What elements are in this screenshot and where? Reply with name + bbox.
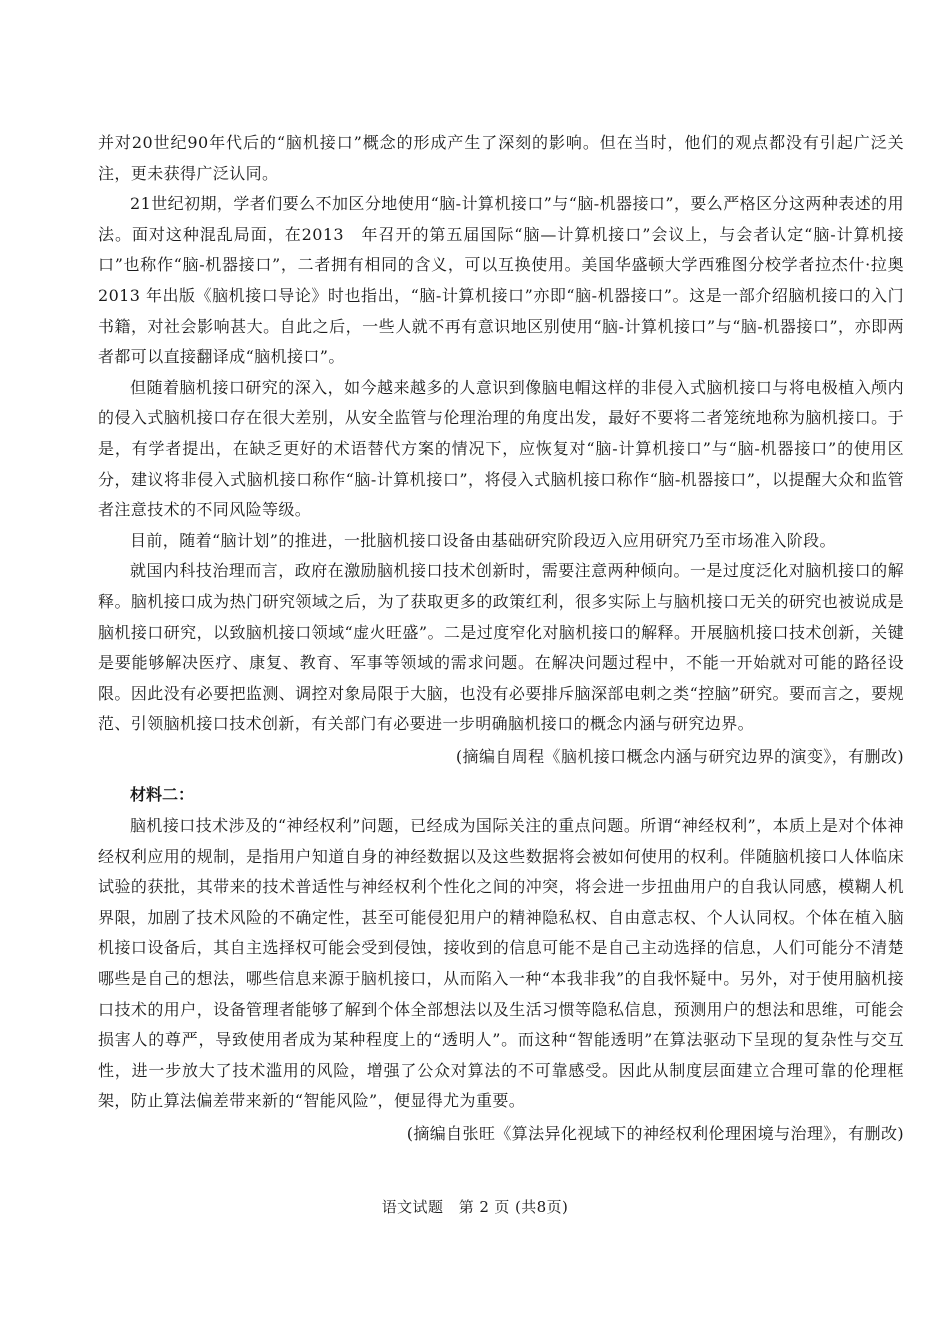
paragraph-governance: 就国内科技治理而言，政府在激励脑机接口技术创新时，需要注意两种倾向。一是过度泛化对脑机接口的解释。脑机接口成为热门研究领域之后，为了获取更多的政策红利，很多实际上与脑机接口无关的研究也被说成是脑机接口研究，以致脑机接口领域“虚火旺盛”。二是过度窄化对脑机接口的解释。开展脑机接口技术创新，关键是要能够解决医疗、康复、教育、军事等领域的需求问题。在解决问题过程中，不能一开始就对可能的路径设限。因此没有必要把监测、调控对象局限于大脑，也没有必要排斥脑深部电刺之类“控脑”研究。要而言之，要规范、引领脑机接口技术创新，有关部门有必要进一步明确脑机接口的概念内涵与研究边界。 [98, 561, 904, 734]
source-citation-1: (摘编自周程《脑机接口概念内涵与研究边界的演变》，有删改) [455, 746, 904, 766]
paragraph-distinction: 但随着脑机接口研究的深入，如今越来越多的人意识到像脑电帽这样的非侵入式脑机接口与将电极植入颅内的侵入式脑机接口存在很大差别，从安全监管与伦理治理的角度出发，最好不要将二者笼统地称为脑机接口。于是，有学者提出，在缺乏更好的术语替代方案的情况下，应恢复对“脑-计算机接口”与“脑-机器接口”的使用区分，建议将非侵入式脑机接口称作“脑-计算机接口”，将侵入式脑机接口称作“脑-机器接口”，以提醒大众和监管者注意技术的不同风险等级。 [98, 377, 904, 520]
section-heading-material-2: 材料二： [130, 785, 195, 805]
paragraph-neuro-rights: 脑机接口技术涉及的“神经权利”问题，已经成为国际关注的重点问题。所谓“神经权利”，本质上是对个体神经权利应用的规制，是指用户知道自身的神经数据以及这些数据将会被如何使用的权利。伴随脑机接口人体临床试验的获批，其带来的技术普适性与神经权利个性化之间的冲突，将会进一步扭曲用户的自我认同感，模糊人机界限，加剧了技术风险的不确定性，甚至可能侵犯用户的精神隐私权、自由意志权、个人认同权。个体在植入脑机接口设备后，其自主选择权可能会受到侵蚀，接收到的信息可能不是自己主动选择的信息，人们可能分不清楚哪些是自己的想法，哪些信息来源于脑机接口，从而陷入一种“本我非我”的自我怀疑中。另外，对于使用脑机接口技术的用户，设备管理者能够了解到个体全部想法以及生活习惯等隐私信息，预测用户的想法和思维，可能会损害人的尊严，导致使用者成为某种程度上的“透明人”。而这种“智能透明”在算法驱动下呈现的复杂性与交互性，进一步放大了技术滥用的风险，增强了公众对算法的不可靠感受。因此从制度层面建立合理可靠的伦理框架，防止算法偏差带来新的“智能风险”，便显得尤为重要。 [98, 816, 904, 1111]
paragraph-continued: 并对20世纪90年代后的“脑机接口”概念的形成产生了深刻的影响。但在当时，他们的观点都没有引起广泛关注，更未获得广泛认同。 [98, 133, 904, 183]
paragraph-brain-project: 目前，随着“脑计划”的推进，一批脑机接口设备由基础研究阶段迈入应用研究乃至市场准入阶段。 [130, 530, 836, 550]
document-body [98, 128, 904, 1158]
paragraph-terminology: 21世纪初期，学者们要么不加区分地使用“脑-计算机接口”与“脑-机器接口”，要么严格区分这两种表述的用法。面对这种混乱局面，在2013 年召开的第五届国际“脑—计算机接口”会议上，与会者认定“脑-计算机接口”也称作“脑-机器接口”，二者拥有相同的含义，可以互换使用。美国华盛顿大学西雅图分校学者拉杰什·拉奥2013 年出版《脑机接口导论》时也指出，“脑-计算机接口”亦即“脑-机器接口”。这是一部介绍脑机接口的入门书籍，对社会影响甚大。自此之后，一些人就不再有意识地区别使用“脑-计算机接口”与“脑-机器接口”，亦即两者都可以直接翻译成“脑机接口”。 [98, 194, 904, 367]
page-footer: 语文试题 第 2 页 (共8页) [381, 1198, 569, 1216]
source-citation-2: (摘编自张旺《算法异化视域下的神经权利伦理困境与治理》，有删改) [406, 1124, 904, 1143]
